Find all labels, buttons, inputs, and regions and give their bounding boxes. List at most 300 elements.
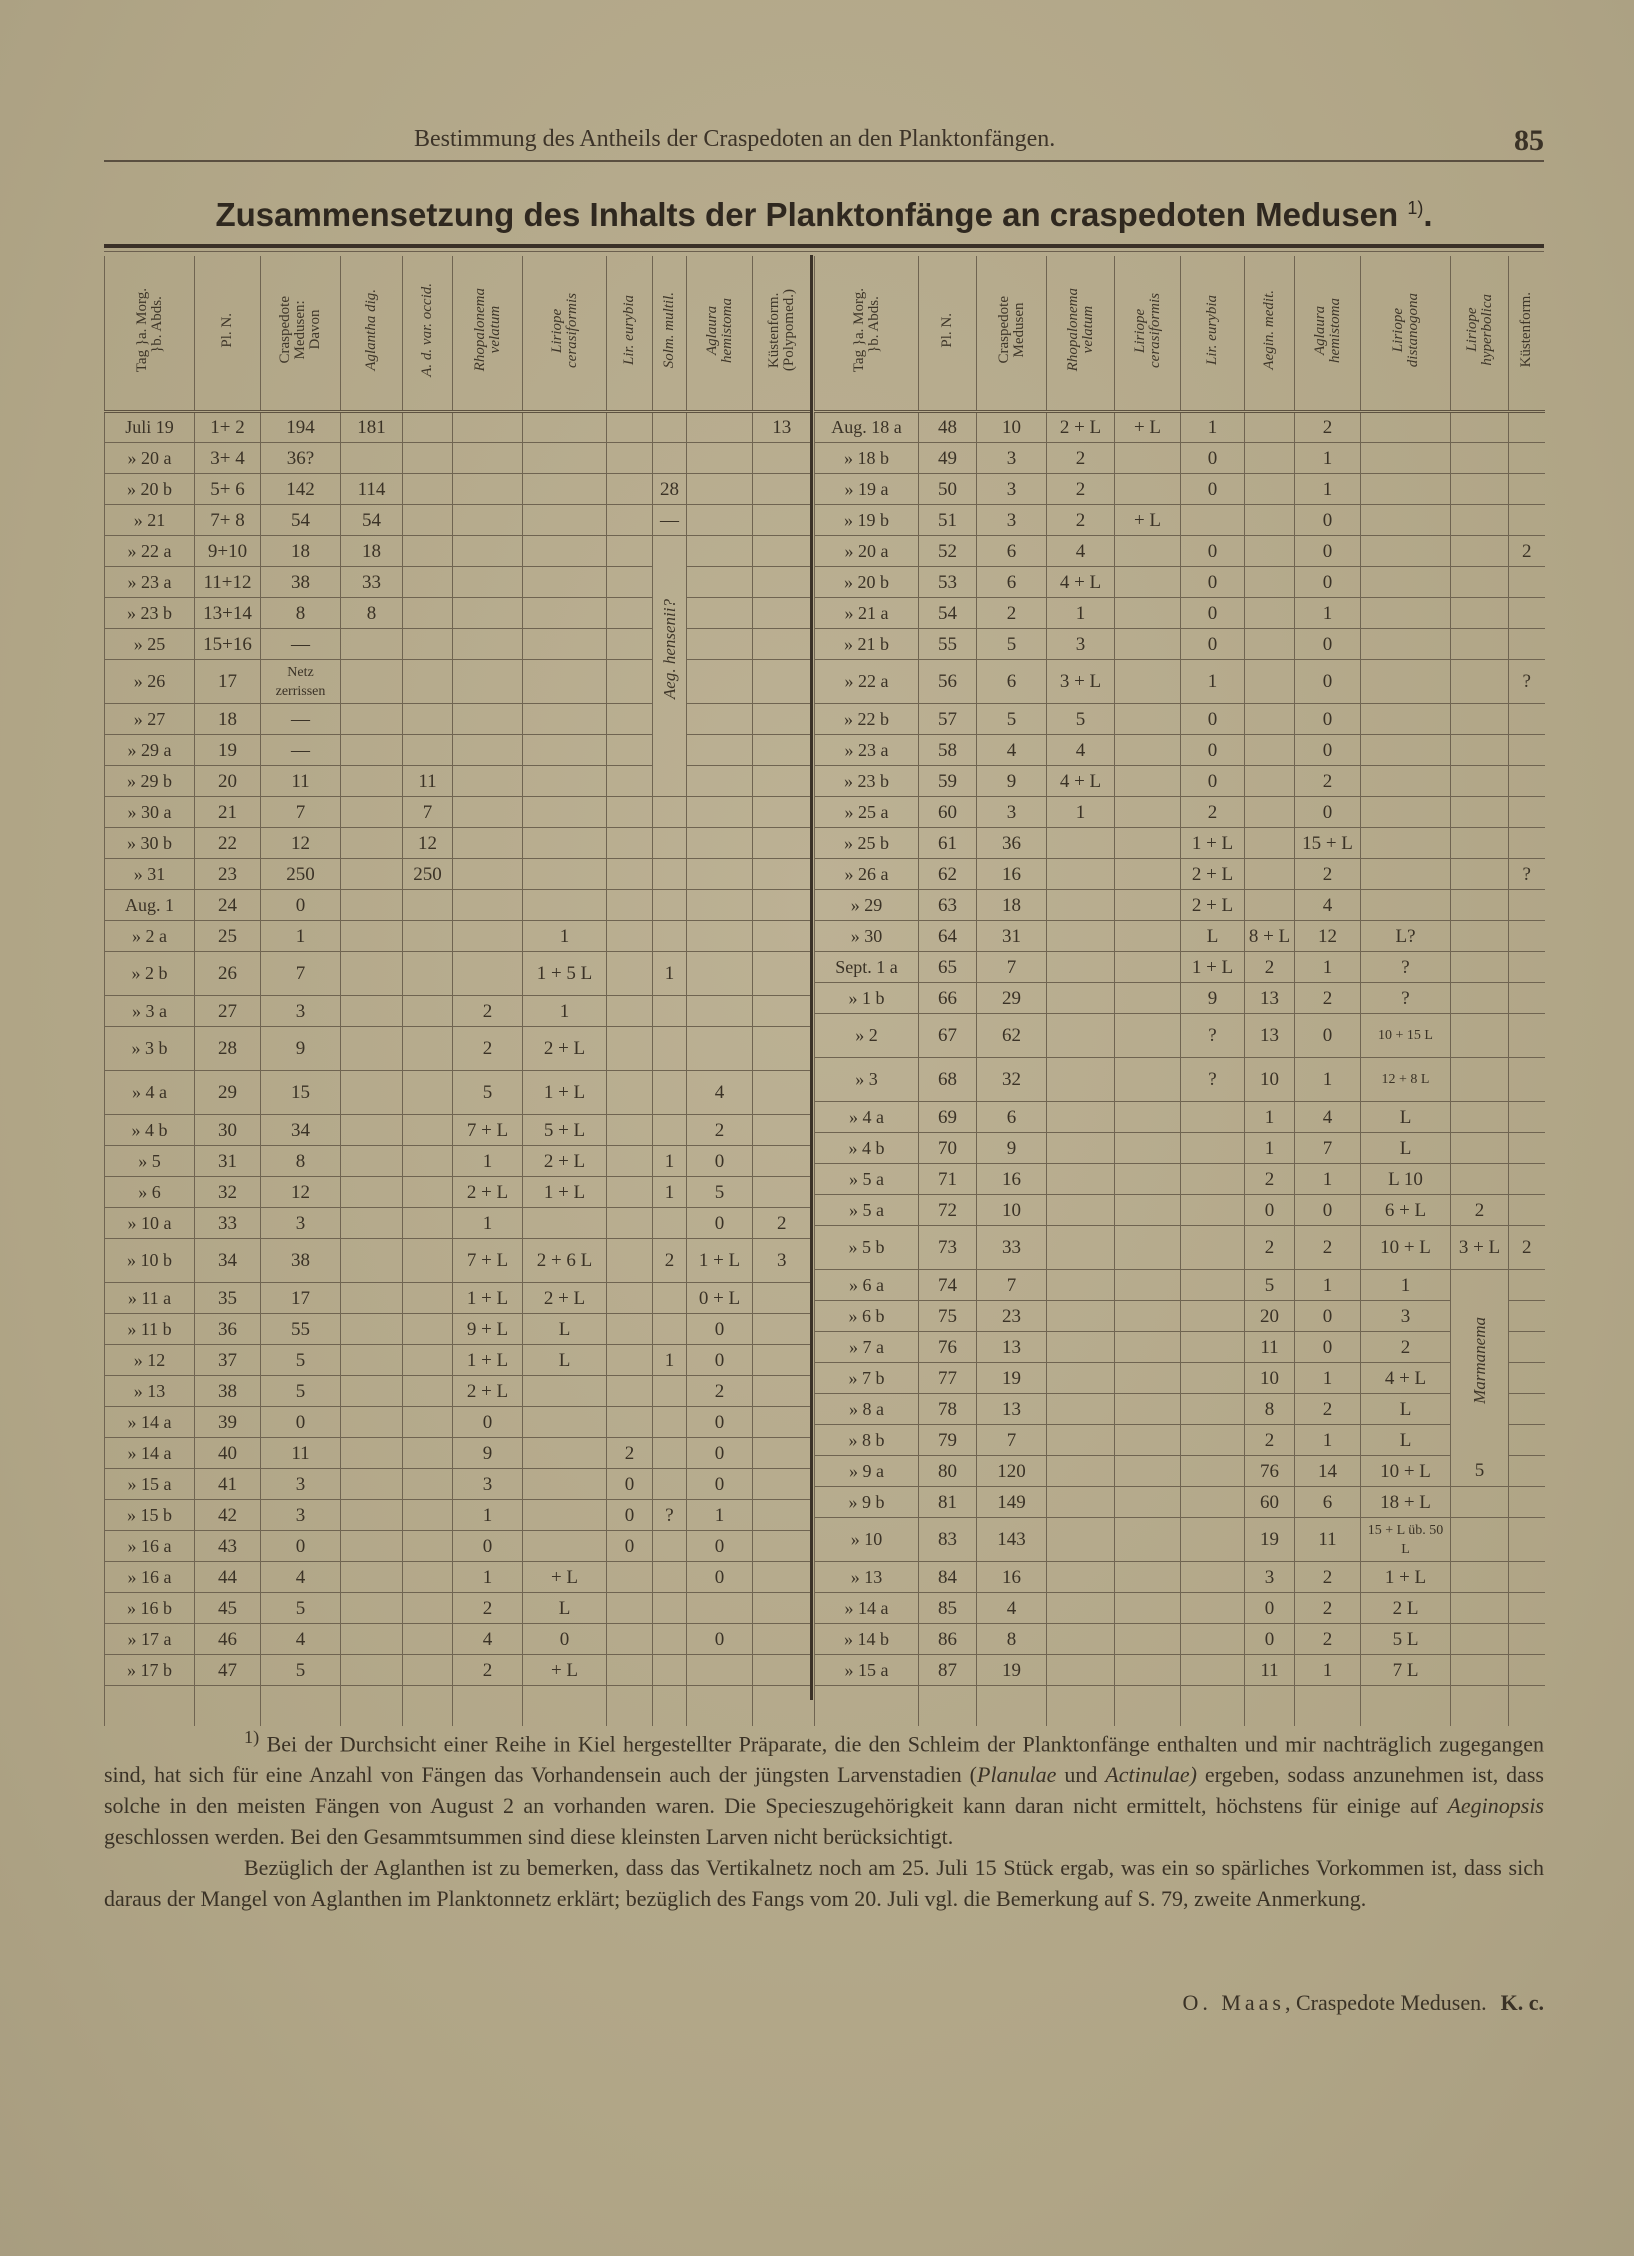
- table-cell: [1245, 660, 1295, 704]
- table-cell: 0 + L: [687, 1283, 753, 1314]
- date-cell: » 15 a: [815, 1655, 919, 1686]
- table-cell: 6: [977, 1102, 1047, 1133]
- table-cell: 62: [919, 859, 977, 890]
- table-row: [815, 1332, 1545, 1363]
- table-cell: 12: [261, 1177, 341, 1208]
- date-cell: » 22 b: [815, 704, 919, 735]
- table-cell: [1115, 1058, 1181, 1102]
- table-cell: [453, 828, 523, 859]
- table-cell: ?: [1181, 1058, 1245, 1102]
- table-cell: [1451, 797, 1509, 828]
- table-cell: 57: [919, 704, 977, 735]
- table-cell: [1181, 1164, 1245, 1195]
- table-row: [815, 735, 1545, 766]
- table-cell: [607, 704, 653, 735]
- table-cell: 2: [1245, 952, 1295, 983]
- table-cell: 3: [261, 996, 341, 1027]
- column-header: [341, 256, 403, 412]
- table-cell: [1509, 1363, 1545, 1394]
- table-cell: [687, 660, 753, 704]
- table-cell: [1509, 1394, 1545, 1425]
- date-cell: » 14 a: [105, 1407, 195, 1438]
- table-cell: [687, 505, 753, 536]
- column-header-label: Liriope hyperbolica: [1463, 294, 1495, 366]
- table-cell: L: [523, 1314, 607, 1345]
- table-cell: 3 + L: [1047, 660, 1115, 704]
- table-cell: 2: [1245, 1425, 1295, 1456]
- table-cell: [1047, 983, 1115, 1014]
- table-cell: [403, 1655, 453, 1686]
- table-row: [105, 1283, 811, 1314]
- table-cell: 0: [1181, 474, 1245, 505]
- table-cell: 73: [919, 1226, 977, 1270]
- table-cell: 48: [919, 412, 977, 443]
- table-cell: [1115, 921, 1181, 952]
- table-row: [815, 660, 1545, 704]
- table-cell: 2: [1295, 1593, 1361, 1624]
- table-cell: [403, 996, 453, 1027]
- table-row: [105, 443, 811, 474]
- table-cell: [753, 474, 811, 505]
- table-cell: [607, 890, 653, 921]
- table-cell: [1115, 1133, 1181, 1164]
- table-cell: 4 + L: [1361, 1363, 1451, 1394]
- empty-cell: [1245, 1686, 1295, 1727]
- table-cell: [687, 536, 753, 567]
- table-row: [815, 1014, 1545, 1058]
- table-cell: 3: [977, 797, 1047, 828]
- table-cell: [753, 567, 811, 598]
- empty-cell: [1295, 1686, 1361, 1727]
- table-cell: [607, 1593, 653, 1624]
- table-cell: 12 + 8 L: [1361, 1058, 1451, 1102]
- date-cell: » 10: [815, 1518, 919, 1562]
- table-cell: [523, 443, 607, 474]
- table-cell: 60: [1245, 1487, 1295, 1518]
- table-cell: [453, 505, 523, 536]
- table-cell: [341, 1593, 403, 1624]
- table-row: [815, 828, 1545, 859]
- table-cell: 0: [687, 1438, 753, 1469]
- table-cell: [1245, 567, 1295, 598]
- table-row: [105, 1500, 811, 1531]
- table-cell: [1509, 921, 1545, 952]
- empty-cell: [815, 1686, 919, 1727]
- table-cell: [1115, 536, 1181, 567]
- table-cell: 46: [195, 1624, 261, 1655]
- table-cell: 16: [977, 859, 1047, 890]
- table-cell: 0: [1245, 1195, 1295, 1226]
- column-header-label: Küstenform.: [1518, 292, 1535, 368]
- table-cell: [1451, 1487, 1509, 1518]
- table-tail-row: [815, 1686, 1545, 1727]
- column-header-label: Tag }a. Morg. }b. Abds.: [133, 287, 165, 373]
- table-cell: [607, 1345, 653, 1376]
- table-cell: [1181, 1456, 1245, 1487]
- table-cell: 9: [1181, 983, 1245, 1014]
- table-row: [815, 598, 1545, 629]
- table-cell: [1181, 1624, 1245, 1655]
- date-cell: » 14 a: [815, 1593, 919, 1624]
- table-cell: L: [523, 1345, 607, 1376]
- table-cell: [753, 1146, 811, 1177]
- column-header-label: Küstenform. (Polypomed.): [765, 288, 797, 372]
- table-cell: [1361, 505, 1451, 536]
- table-cell: [687, 474, 753, 505]
- table-cell: 1 + L: [453, 1283, 523, 1314]
- table-cell: [1115, 983, 1181, 1014]
- table-cell: [341, 952, 403, 996]
- table-cell: [1509, 1270, 1545, 1301]
- table-cell: [753, 1283, 811, 1314]
- table-cell: [1047, 952, 1115, 983]
- table-cell: [607, 1376, 653, 1407]
- table-cell: 10 + L: [1361, 1456, 1451, 1487]
- column-header-label: Aglantha dig.: [363, 289, 379, 371]
- table-cell: [453, 859, 523, 890]
- date-cell: » 25 b: [815, 828, 919, 859]
- table-cell: [1115, 1301, 1181, 1332]
- empty-cell: [653, 1686, 687, 1727]
- table-cell: [687, 1655, 753, 1686]
- table-cell: 11: [1245, 1332, 1295, 1363]
- table-cell: [1047, 1133, 1115, 1164]
- column-header: [653, 256, 687, 412]
- table-cell: [453, 629, 523, 660]
- table-cell: [341, 704, 403, 735]
- table-cell: [607, 1283, 653, 1314]
- table-cell: 2: [1295, 1226, 1361, 1270]
- table-cell: [1451, 412, 1509, 443]
- table-cell: 0: [1295, 1332, 1361, 1363]
- table-cell: [403, 1407, 453, 1438]
- table-cell: [453, 735, 523, 766]
- table-cell: 2: [687, 1376, 753, 1407]
- table-cell: [1047, 1487, 1115, 1518]
- table-cell: [523, 890, 607, 921]
- table-cell: [653, 797, 687, 828]
- date-cell: » 22 a: [105, 536, 195, 567]
- table-cell: [453, 567, 523, 598]
- table-cell: 87: [919, 1655, 977, 1686]
- date-cell: » 13: [105, 1376, 195, 1407]
- table-cell: 13: [1245, 1014, 1295, 1058]
- table-cell: 1: [1295, 443, 1361, 474]
- table-cell: [1451, 443, 1509, 474]
- table-cell: [453, 598, 523, 629]
- table-cell: 1: [453, 1500, 523, 1531]
- column-header: [1509, 256, 1545, 412]
- table-cell: 2: [1295, 766, 1361, 797]
- date-cell: » 19 b: [815, 505, 919, 536]
- table-cell: [1115, 735, 1181, 766]
- table-cell: [607, 443, 653, 474]
- table-cell: 67: [919, 1014, 977, 1058]
- table-cell: [523, 505, 607, 536]
- table-cell: 60: [919, 797, 977, 828]
- table-cell: 2: [1047, 443, 1115, 474]
- table-cell: [1451, 1102, 1509, 1133]
- column-header: [815, 256, 919, 412]
- table-cell: 4 + L: [1047, 567, 1115, 598]
- table-cell: L: [1181, 921, 1245, 952]
- table-cell: 64: [919, 921, 977, 952]
- table-cell: 30: [195, 1115, 261, 1146]
- table-row: [815, 1518, 1545, 1562]
- date-cell: » 5: [105, 1146, 195, 1177]
- date-cell: » 2 a: [105, 921, 195, 952]
- table-cell: 5: [977, 629, 1047, 660]
- table-cell: ?: [1181, 1014, 1245, 1058]
- table-cell: [753, 1376, 811, 1407]
- table-cell: [403, 1239, 453, 1283]
- date-cell: » 26 a: [815, 859, 919, 890]
- date-cell: » 30 a: [105, 797, 195, 828]
- table-row: [815, 1195, 1545, 1226]
- table-cell: [607, 859, 653, 890]
- table-cell: 1+ 2: [195, 412, 261, 443]
- table-cell: [753, 890, 811, 921]
- table-cell: [1245, 474, 1295, 505]
- table-cell: [1047, 1226, 1115, 1270]
- table-cell: L: [523, 1593, 607, 1624]
- table-cell: [341, 443, 403, 474]
- table-cell: 1: [1295, 1425, 1361, 1456]
- table-row: [105, 567, 811, 598]
- table-cell: 0: [261, 1531, 341, 1562]
- table-cell: [523, 1208, 607, 1239]
- table-row: [815, 1164, 1545, 1195]
- table-cell: 0: [687, 1314, 753, 1345]
- table-cell: 7 + L: [453, 1115, 523, 1146]
- date-cell: » 23 b: [815, 766, 919, 797]
- table-cell: 0: [1295, 660, 1361, 704]
- left-header-row: [105, 256, 811, 412]
- table-cell: [523, 536, 607, 567]
- table-cell: 0: [687, 1469, 753, 1500]
- table-cell: 0: [687, 1146, 753, 1177]
- empty-cell: [403, 1686, 453, 1727]
- right-data-table: [814, 256, 1545, 1726]
- table-cell: [523, 1438, 607, 1469]
- table-row: [105, 766, 811, 797]
- table-cell: 0: [1181, 598, 1245, 629]
- table-cell: 29: [977, 983, 1047, 1014]
- table-cell: 0: [1295, 1301, 1361, 1332]
- table-cell: [453, 536, 523, 567]
- table-cell: [1451, 952, 1509, 983]
- table-cell: 12: [261, 828, 341, 859]
- table-row: [105, 1208, 811, 1239]
- title-period: .: [1423, 196, 1433, 233]
- table-cell: [1245, 443, 1295, 474]
- table-cell: 61: [919, 828, 977, 859]
- table-cell: [523, 828, 607, 859]
- table-cell: [653, 1438, 687, 1469]
- table-cell: [653, 1562, 687, 1593]
- table-cell: 1: [1295, 1058, 1361, 1102]
- date-cell: » 16 b: [105, 1593, 195, 1624]
- table-cell: [1451, 1593, 1509, 1624]
- date-cell: » 19 a: [815, 474, 919, 505]
- table-cell: 66: [919, 983, 977, 1014]
- table-cell: [607, 567, 653, 598]
- table-cell: [1509, 474, 1545, 505]
- table-row: [815, 766, 1545, 797]
- table-cell: 2: [1509, 1226, 1545, 1270]
- table-cell: 2 L: [1361, 1593, 1451, 1624]
- table-cell: [1181, 1270, 1245, 1301]
- column-header-label: Liriope cerasiformis: [548, 292, 580, 368]
- table-cell: 9+10: [195, 536, 261, 567]
- table-cell: [1181, 1593, 1245, 1624]
- table-cell: 15: [261, 1071, 341, 1115]
- table-cell: 7: [403, 797, 453, 828]
- table-cell: 2: [1245, 1164, 1295, 1195]
- table-cell: 2: [1295, 983, 1361, 1014]
- table-cell: 0: [1295, 567, 1361, 598]
- column-header: [261, 256, 341, 412]
- table-row: [105, 1407, 811, 1438]
- date-cell: » 22 a: [815, 660, 919, 704]
- table-cell: [1245, 735, 1295, 766]
- table-row: [815, 1363, 1545, 1394]
- table-cell: 10: [1245, 1363, 1295, 1394]
- table-cell: 2 + L: [1181, 890, 1245, 921]
- table-cell: + L: [1115, 412, 1181, 443]
- table-cell: 10: [977, 412, 1047, 443]
- table-cell: 50: [919, 474, 977, 505]
- table-cell: [403, 1376, 453, 1407]
- table-cell: [1115, 1014, 1181, 1058]
- table-cell: 4: [1295, 1102, 1361, 1133]
- table-cell: [1047, 1655, 1115, 1686]
- table-cell: [1451, 567, 1509, 598]
- table-cell: [403, 474, 453, 505]
- table-row: [105, 704, 811, 735]
- table-cell: [753, 1345, 811, 1376]
- table-cell: 1: [653, 952, 687, 996]
- table-cell: [341, 996, 403, 1027]
- table-cell: 0: [1295, 505, 1361, 536]
- table-cell: [1181, 1487, 1245, 1518]
- table-cell: [1509, 952, 1545, 983]
- column-header: [919, 256, 977, 412]
- table-cell: 65: [919, 952, 977, 983]
- table-cell: 10 + 15 L: [1361, 1014, 1451, 1058]
- table-row: [105, 1438, 811, 1469]
- table-cell: [1181, 1562, 1245, 1593]
- date-cell: » 26: [105, 660, 195, 704]
- table-cell: 0: [1181, 629, 1245, 660]
- date-cell: » 31: [105, 859, 195, 890]
- date-cell: » 15 b: [105, 1500, 195, 1531]
- table-cell: 2 + L: [523, 1027, 607, 1071]
- table-cell: [1115, 859, 1181, 890]
- table-cell: [523, 1407, 607, 1438]
- table-cell: [753, 1314, 811, 1345]
- table-cell: 2: [607, 1438, 653, 1469]
- table-cell: [1047, 1301, 1115, 1332]
- table-cell: 4: [1295, 890, 1361, 921]
- table-cell: 7: [977, 952, 1047, 983]
- table-cell: [1047, 1332, 1115, 1363]
- table-row: [815, 1624, 1545, 1655]
- table-cell: [753, 952, 811, 996]
- page-number: 85: [1514, 124, 1544, 157]
- table-cell: 0: [1295, 536, 1361, 567]
- table-cell: 17: [261, 1283, 341, 1314]
- table-cell: L?: [1361, 921, 1451, 952]
- table-cell: [1509, 1487, 1545, 1518]
- table-cell: 12: [403, 828, 453, 859]
- table-cell: [753, 505, 811, 536]
- date-cell: » 18 b: [815, 443, 919, 474]
- table-cell: 76: [919, 1332, 977, 1363]
- table-cell: [753, 828, 811, 859]
- table-cell: 1: [653, 1345, 687, 1376]
- table-cell: [1509, 1655, 1545, 1686]
- table-cell: [403, 505, 453, 536]
- table-cell: [1245, 629, 1295, 660]
- table-cell: [403, 1283, 453, 1314]
- table-cell: [1361, 536, 1451, 567]
- table-cell: [1115, 1518, 1181, 1562]
- date-cell: » 4 a: [105, 1071, 195, 1115]
- table-cell: 3: [261, 1208, 341, 1239]
- table-cell: [403, 1624, 453, 1655]
- table-cell: [607, 1208, 653, 1239]
- table-cell: 0: [1181, 443, 1245, 474]
- table-cell: [653, 1624, 687, 1655]
- date-cell: » 6 a: [815, 1270, 919, 1301]
- table-cell: [1509, 1332, 1545, 1363]
- table-cell: [687, 766, 753, 797]
- date-cell: » 6 b: [815, 1301, 919, 1332]
- table-cell: 2: [753, 1208, 811, 1239]
- column-header: [195, 256, 261, 412]
- table-cell: 34: [261, 1115, 341, 1146]
- table-cell: [653, 1593, 687, 1624]
- table-cell: 72: [919, 1195, 977, 1226]
- date-cell: » 3: [815, 1058, 919, 1102]
- table-cell: 68: [919, 1058, 977, 1102]
- table-row: [105, 412, 811, 443]
- column-header: [687, 256, 753, 412]
- table-cell: + L: [523, 1655, 607, 1686]
- table-cell: [341, 1531, 403, 1562]
- table-cell: [607, 735, 653, 766]
- table-cell: [523, 1469, 607, 1500]
- table-cell: 6: [977, 660, 1047, 704]
- table-cell: [1509, 443, 1545, 474]
- table-cell: 13: [977, 1394, 1047, 1425]
- footnote-actinulae: Actinulae): [1105, 1762, 1197, 1788]
- table-cell: 70: [919, 1133, 977, 1164]
- table-cell: [1361, 797, 1451, 828]
- table-cell: 2: [453, 1027, 523, 1071]
- table-cell: [1047, 1624, 1115, 1655]
- column-header-label: A. d. var. occid.: [419, 283, 435, 377]
- table-cell: 5: [261, 1376, 341, 1407]
- column-header-label: Pl. N.: [219, 312, 235, 348]
- table-cell: 13: [977, 1332, 1047, 1363]
- table-cell: 75: [919, 1301, 977, 1332]
- table-cell: 1: [1295, 1164, 1361, 1195]
- table-cell: [341, 1115, 403, 1146]
- table-row: [815, 952, 1545, 983]
- table-row: [815, 1487, 1545, 1518]
